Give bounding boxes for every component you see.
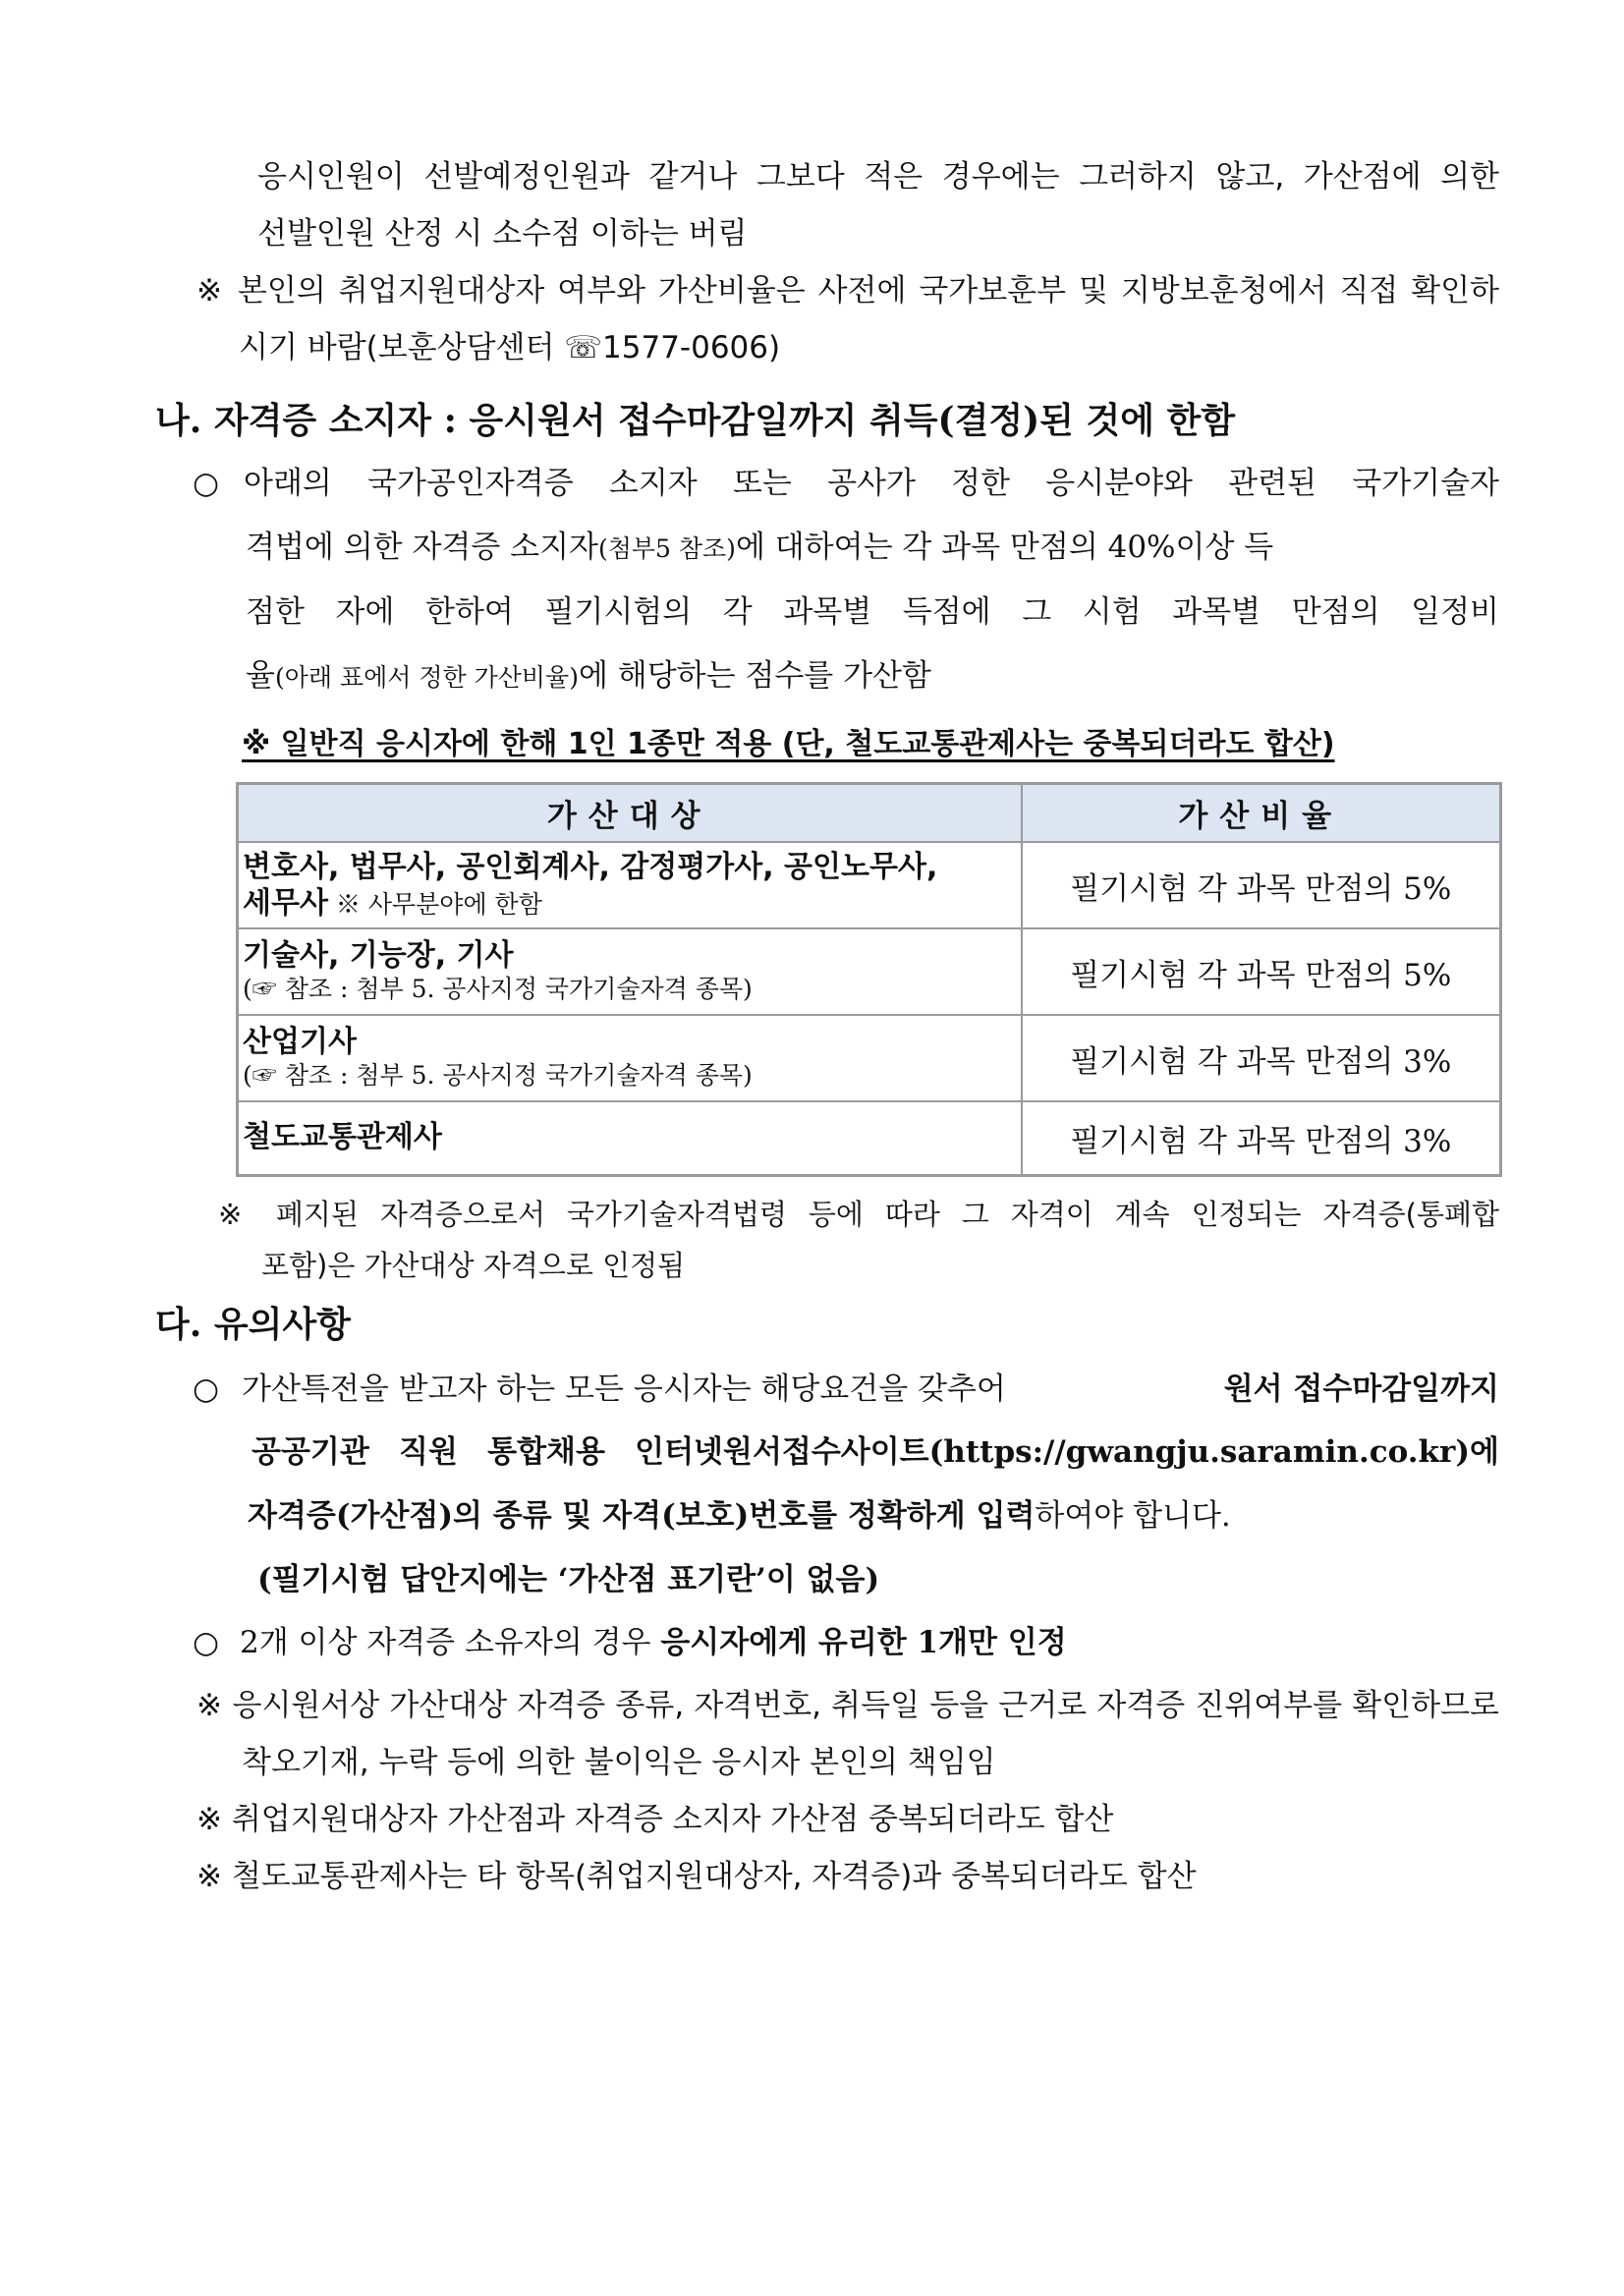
section-da-p1-line-4: (필기시험 답안지에는 ‘가산점 표기란’이 없음) xyxy=(257,1562,880,1597)
section-na-para-line-4 xyxy=(246,656,931,698)
p1-line-1-bold: 원서 접수마감일까지 xyxy=(1223,1372,1499,1407)
section-da-heading: 다. 유의사항 xyxy=(155,1304,351,1345)
section-na-bullet: ○ xyxy=(193,466,220,501)
target-name-line-2: 세무사 xyxy=(243,885,328,921)
para-line-4-tail: 에 해당하는 점수를 가산함 xyxy=(578,658,931,694)
target-note: (☞ 참조 : 첨부 5. 공사지정 국가기술자격 종목) xyxy=(243,975,753,1003)
table-cell-rate: 필기시험 각 과목 만점의 5% xyxy=(1022,928,1501,1015)
bonus-table xyxy=(236,782,1502,1177)
para-line-4-ref: (아래 표에서 정한 가산비율) xyxy=(274,663,579,692)
after-table-note-line-1: ※ 폐지된 자격증으로서 국가기술자격법령 등에 따라 그 자격이 계속 인정되는 자격증(통폐합 xyxy=(218,1198,1499,1231)
section-na-para-line-1: 아래의 국가공인자격증 소지자 또는 공사가 정한 응시분야와 관련된 국가기술자 xyxy=(244,466,1499,501)
section-da-note-2: ※ 취업지원대상자 가산점과 자격증 소지자 가산점 중복되더라도 합산 xyxy=(196,1802,1114,1837)
table-row xyxy=(238,842,1501,928)
intro-note-line-2: 시기 바람(보훈상담센터 ☏1577-0606) xyxy=(239,330,781,365)
table-row xyxy=(238,1015,1501,1101)
table-cell-target xyxy=(238,842,1022,928)
table-header-row xyxy=(238,784,1501,843)
table-cell-target xyxy=(238,928,1022,1015)
section-da-p1-line-2: 공공기관 직원 통합채용 인터넷원서접수사이트(https://gwangju.saramin.co.kr)에 xyxy=(252,1434,1499,1470)
section-na-para-line-3: 점한 자에 한하여 필기시험의 각 과목별 득점에 그 시험 과목별 만점의 일정비 xyxy=(246,594,1499,630)
section-da-bullet-1: ○ xyxy=(193,1372,220,1407)
para-line-2-tail: 에 대하여는 각 과목 만점의 40%이상 득 xyxy=(735,530,1274,565)
p1-line-1-text: 가산특전을 받고자 하는 모든 응시자는 해당요건을 갖추어 xyxy=(242,1372,1006,1407)
target-name: 산업기사 xyxy=(243,1025,357,1059)
target-note: ※ 사무분야에 한함 xyxy=(327,889,542,919)
table-row xyxy=(238,928,1501,1015)
section-da-note-1-line-2: 착오기재, 누락 등에 의한 불이익은 응시자 본인의 책임임 xyxy=(242,1745,996,1780)
target-name: 철도교통관제사 xyxy=(243,1120,442,1155)
section-da-note-3: ※ 철도교통관제사는 타 항목(취업지원대상자, 자격증)과 중복되더라도 합산 xyxy=(196,1859,1197,1894)
p1-line-3-text: 하여야 합니다. xyxy=(1035,1498,1231,1534)
para-line-2-text: 격법에 의한 자격증 소지자 xyxy=(246,530,598,565)
table-header-rate: 가산비율 xyxy=(1022,784,1501,843)
p2-text: 2개 이상 자격증 소유자의 경우 xyxy=(240,1625,661,1660)
section-da-p1-line-3 xyxy=(248,1496,1231,1536)
p2-bold: 응시자에게 유리한 1개만 인정 xyxy=(660,1625,1067,1660)
table-row xyxy=(238,1101,1501,1175)
para-line-4-text: 율 xyxy=(246,658,275,694)
intro-line-1: 응시인원이 선발예정인원과 같거나 그보다 적은 경우에는 그러하지 않고, 가산점에 의한 xyxy=(257,159,1499,195)
section-da-p1-line-1 xyxy=(242,1370,1499,1409)
section-na-para-line-2 xyxy=(246,528,1499,569)
table-cell-target xyxy=(238,1015,1022,1101)
table-cell-rate: 필기시험 각 과목 만점의 3% xyxy=(1022,1015,1501,1101)
intro-line-2: 선발인원 산정 시 소수점 이하는 버림 xyxy=(257,216,748,252)
intro-note-line-1: ※ 본인의 취업지원대상자 여부와 가산비율은 사전에 국가보훈부 및 지방보훈청에서 직접 확인하 xyxy=(196,273,1499,308)
section-da-p2 xyxy=(240,1623,1067,1662)
section-da-note-1-line-1: ※ 응시원서상 가산대상 자격증 종류, 자격번호, 취득일 등을 근거로 자격증 진위여부를 확인하므로 xyxy=(196,1688,1499,1723)
section-na-underline-note: ※ 일반직 응시자에 한해 1인 1종만 적용 (단, 철도교통관제사는 중복되더라도 합산) xyxy=(242,727,1335,761)
after-table-note-line-2: 포함)은 가산대상 자격으로 인정됨 xyxy=(261,1249,686,1282)
target-name: 변호사, 법무사, 공인회계사, 감정평가사, 공인노무사, xyxy=(243,849,938,884)
table-cell-rate: 필기시험 각 과목 만점의 3% xyxy=(1022,1101,1501,1175)
section-da-bullet-2: ○ xyxy=(193,1625,220,1660)
target-note: (☞ 참조 : 첨부 5. 공사지정 국가기술자격 종목) xyxy=(243,1061,753,1090)
para-line-2-ref: (첨부5 참조) xyxy=(597,534,736,563)
target-name: 기술사, 기능장, 기사 xyxy=(243,938,514,973)
table-cell-target xyxy=(238,1101,1022,1175)
table-header-target: 가산대상 xyxy=(238,784,1022,843)
table-cell-rate: 필기시험 각 과목 만점의 5% xyxy=(1022,842,1501,928)
section-na-heading: 나. 자격증 소지자 : 응시원서 접수마감일까지 취득(결정)된 것에 한함 xyxy=(155,400,1236,441)
p1-line-3-bold: 자격증(가산점)의 종류 및 자격(보호)번호를 정확하게 입력 xyxy=(248,1498,1036,1534)
